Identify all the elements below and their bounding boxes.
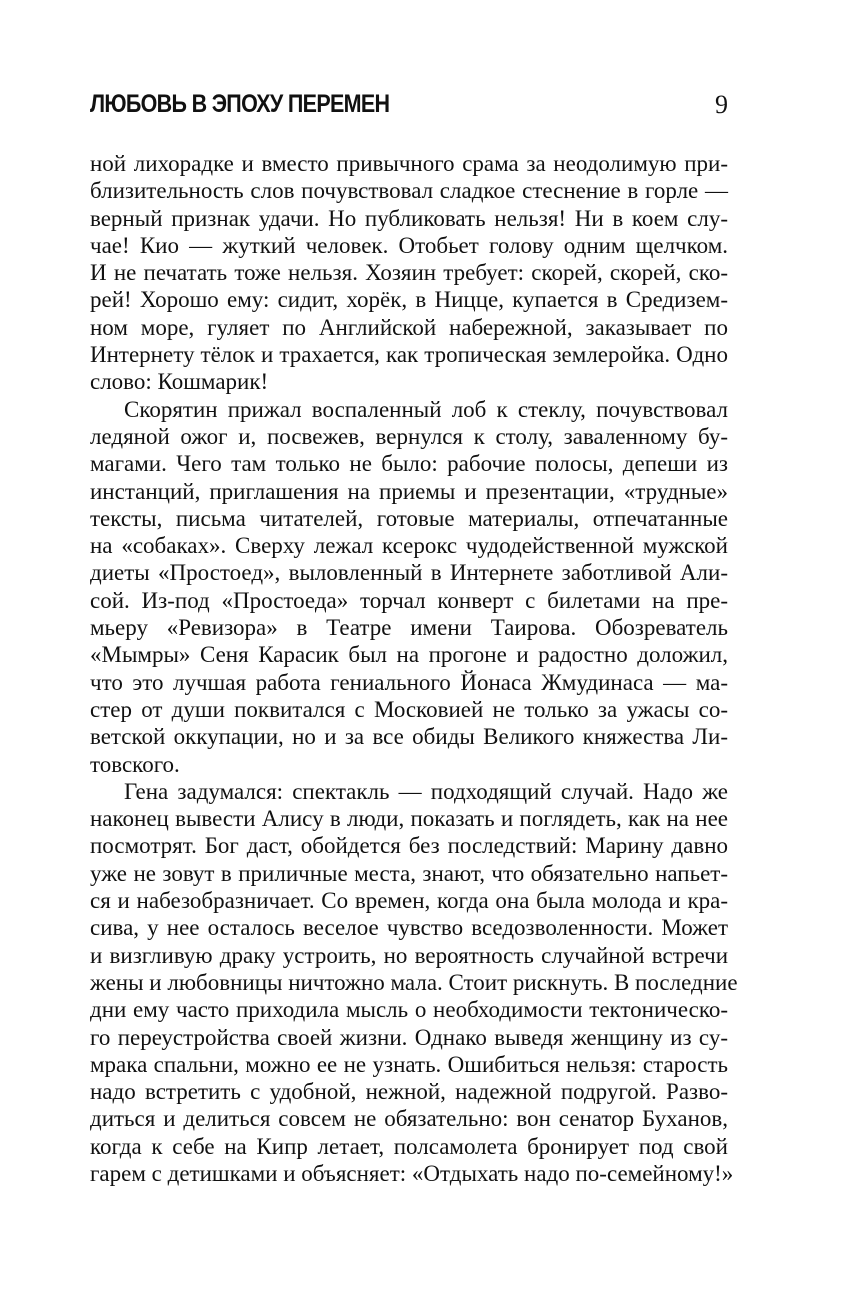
- text-line: ся и набезобразничает. Со времен, когда она была молода и кра-: [90, 888, 728, 914]
- text-line: верный признак удачи. Но публиковать нельзя! Ни в коем слу-: [90, 205, 728, 231]
- text-line: посмотрят. Бог даст, обойдется без последствий: Марину давно: [90, 833, 728, 859]
- text-line: ветской оккупации, но и за все обиды Великого княжества Ли-: [90, 724, 728, 750]
- text-line: товского.: [90, 751, 180, 777]
- text-line: жены и любовницы ничтожно мала. Стоит рискнуть. В последние: [90, 969, 738, 995]
- text-line: И не печатать тоже нельзя. Хозяин требует: скорей, скорей, ско-: [90, 260, 728, 286]
- paragraph: [90, 396, 728, 778]
- text-line: дни ему часто приходила мысль о необходимости тектоническо-: [90, 997, 728, 1023]
- text-line: Гена задумался: спектакль — подходящий случай. Надо же: [124, 778, 728, 804]
- text-line: стер от души поквитался с Московией не только за ужасы со-: [90, 696, 728, 722]
- text-line: близительность слов почувствовал сладкое стеснение в горле —: [90, 178, 728, 204]
- text-line: тексты, письма читателей, готовые материалы, отпечатанные: [90, 505, 728, 531]
- text-line: рей! Хорошо ему: сидит, хорёк, в Ницце, купается в Средизем-: [90, 287, 728, 313]
- paragraph: [90, 778, 738, 1187]
- text-line: Скорятин прижал воспаленный лоб к стеклу, почувствовал: [124, 396, 728, 422]
- page-number: 9: [715, 90, 728, 119]
- text-line: ледяной ожог и, посвежев, вернулся к столу, заваленному бу-: [90, 423, 728, 449]
- text-line: ной лихорадке и вместо привычного срама за неодолимую при-: [90, 151, 728, 176]
- text-line: «Мымры» Сеня Карасик был на прогоне и радостно доложил,: [90, 642, 728, 668]
- running-title: ЛЮБОВЬ В ЭПОХУ ПЕРЕМЕН: [90, 90, 390, 118]
- text-line: ном море, гуляет по Английской набережной, заказывает по: [90, 314, 728, 340]
- text-line: сой. Из-под «Простоеда» торчал конверт с билетами на пре-: [90, 587, 728, 613]
- text-line: гарем с детишками и объясняет: «Отдыхать надо по-семейному!»: [90, 1160, 734, 1186]
- page-header: [90, 90, 728, 124]
- text-line: мьеру «Ревизора» в Театре имени Таирова. Обозреватель: [90, 615, 728, 641]
- text-line: наконец вывести Алису в люди, показать и поглядеть, как на нее: [90, 806, 728, 832]
- text-line: надо встретить с удобной, нежной, надежной подругой. Разво-: [90, 1079, 728, 1105]
- text-line: чае! Кио — жуткий человек. Отобьет голову одним щелчком.: [90, 232, 728, 258]
- text-line: на «собаках». Сверху лежал ксерокс чудодейственной мужской: [90, 533, 728, 559]
- text-line: сива, у нее осталось веселое чувство вседозволенности. Может: [90, 915, 728, 941]
- text-line: инстанций, приглашения на приемы и презентации, «трудные»: [90, 478, 728, 504]
- text-line: мрака спальни, можно ее не узнать. Ошибиться нельзя: старость: [90, 1051, 728, 1077]
- text-line: слово: Кошмарик!: [90, 369, 269, 395]
- text-line: диеты «Простоед», выловленный в Интернете заботливой Али-: [90, 560, 728, 586]
- text-line: что это лучшая работа гениального Йонаса Жмудинаса — ма-: [90, 669, 728, 695]
- text-line: магами. Чего там только не было: рабочие полосы, депеши из: [90, 451, 728, 477]
- paragraph: [90, 150, 728, 396]
- text-line: уже не зовут в приличные места, знают, что обязательно напьет-: [90, 860, 728, 886]
- body-text: [90, 150, 738, 1187]
- text-line: и визгливую драку устроить, но вероятность случайной встречи: [90, 942, 728, 968]
- text-line: когда к себе на Кипр летает, полсамолета бронирует под свой: [90, 1133, 728, 1159]
- text-line: диться и делиться совсем не обязательно: вон сенатор Буханов,: [90, 1106, 728, 1132]
- text-line: Интернету тёлок и трахается, как тропическая землеройка. Одно: [90, 342, 728, 368]
- text-line: го переустройства своей жизни. Однако выведя женщину из су-: [90, 1024, 728, 1050]
